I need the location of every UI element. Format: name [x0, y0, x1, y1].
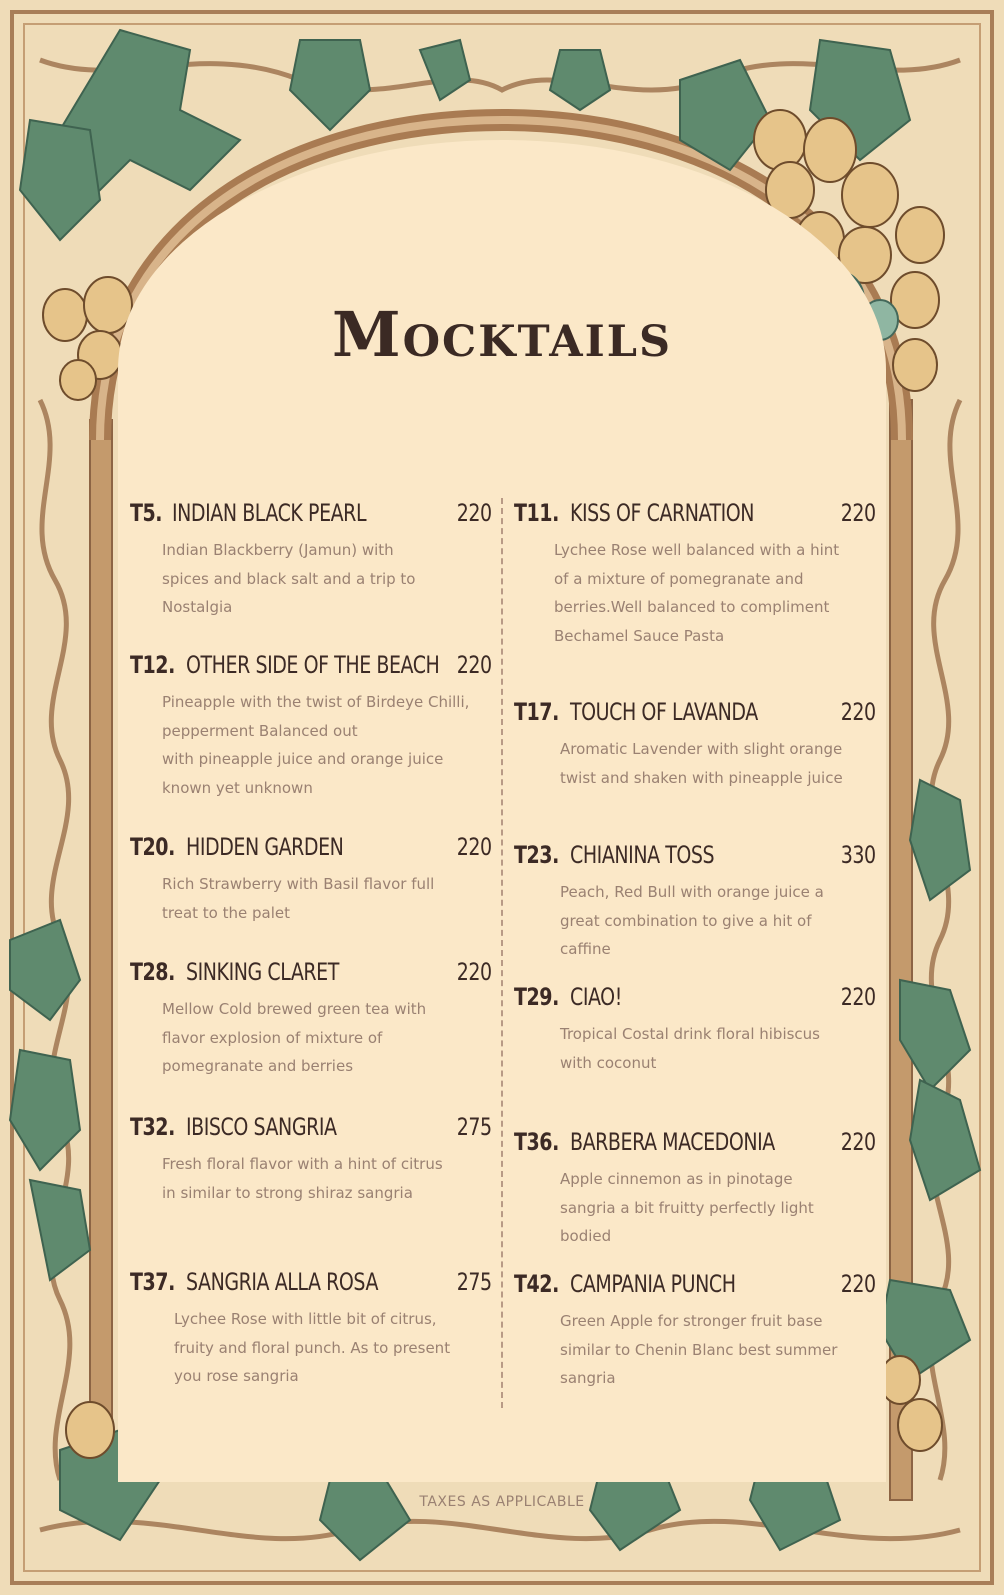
item-name: TOUCH OF LAVANDA: [570, 698, 758, 726]
item-name: IBISCO SANGRIA: [186, 1113, 337, 1141]
item-price: 220: [841, 1270, 876, 1298]
menu-item-t20: [130, 830, 492, 927]
item-description: Apple cinnemon as in pinotage sangria a bit fruitty perfectly light bodied: [560, 1170, 814, 1245]
item-code: T5.: [130, 499, 163, 527]
item-code: T32.: [130, 1113, 175, 1141]
taxes-note: TAXES AS APPLICABLE: [419, 1494, 585, 1510]
item-code: T37.: [130, 1268, 175, 1296]
menu-item-t29: [514, 980, 876, 1077]
menu-item-t5: [130, 496, 492, 622]
item-name: CHIANINA TOSS: [570, 841, 715, 869]
item-description: Lychee Rose well balanced with a hint of a mixture of pomegranate and berries.Well balanced to compliment Bechamel Sauce Pasta: [554, 541, 840, 645]
item-name: INDIAN BLACK PEARL: [171, 499, 366, 527]
item-price: 220: [457, 651, 492, 679]
item-price: 220: [841, 698, 876, 726]
item-price: 220: [457, 958, 492, 986]
item-name: CAMPANIA PUNCH: [570, 1270, 736, 1298]
menu-item-t42: [514, 1267, 876, 1393]
item-description: Peach, Red Bull with orange juice a great combination to give a hit of caffine: [560, 883, 824, 958]
item-description: Aromatic Lavender with slight orange twist and shaken with pineapple juice: [560, 740, 843, 787]
item-price: 220: [841, 1128, 876, 1156]
item-description: Green Apple for stronger fruit base similar to Chenin Blanc best summer sangria: [560, 1312, 838, 1387]
menu-item-t23: [514, 838, 876, 964]
page-title: Mocktails: [331, 298, 673, 371]
menu-item-t32: [130, 1110, 492, 1207]
menu-item-t12: [130, 648, 492, 802]
item-price: 220: [841, 499, 876, 527]
item-code: T28.: [130, 958, 175, 986]
item-price: 275: [457, 1113, 492, 1141]
item-name: SANGRIA ALLA ROSA: [186, 1268, 379, 1296]
item-name: HIDDEN GARDEN: [186, 833, 344, 861]
item-code: T36.: [514, 1128, 559, 1156]
item-price: 220: [457, 499, 492, 527]
item-code: T11.: [514, 499, 559, 527]
item-description: Lychee Rose with little bit of citrus, fruity and floral punch. As to present you rose sangria: [174, 1310, 451, 1385]
menu-item-t37: [130, 1265, 492, 1391]
menu-item-t36: [514, 1125, 876, 1251]
item-code: T42.: [514, 1270, 559, 1298]
item-code: T20.: [130, 833, 175, 861]
item-code: T29.: [514, 983, 559, 1011]
item-price: 275: [457, 1268, 492, 1296]
item-name: BARBERA MACEDONIA: [570, 1128, 775, 1156]
item-price: 220: [457, 833, 492, 861]
item-code: T17.: [514, 698, 559, 726]
item-name: KISS OF CARNATION: [570, 499, 755, 527]
menu-item-t28: [130, 955, 492, 1081]
item-price: 220: [841, 983, 876, 1011]
item-description: Pineapple with the twist of Birdeye Chilli, pepperment Balanced out with pineapple juice and orange juice known yet unknown: [162, 693, 470, 797]
item-name: OTHER SIDE OF THE BEACH: [186, 651, 440, 679]
menu-item-t11: [514, 496, 876, 650]
item-description: Fresh floral flavor with a hint of citrus in similar to strong shiraz sangria: [162, 1155, 443, 1202]
item-code: T12.: [130, 651, 175, 679]
menu-item-t17: [514, 695, 876, 792]
column-divider: [501, 498, 503, 1408]
item-description: Indian Blackberry (Jamun) with spices and black salt and a trip to Nostalgia: [162, 541, 416, 616]
item-name: SINKING CLARET: [186, 958, 339, 986]
item-code: T23.: [514, 841, 559, 869]
item-description: Rich Strawberry with Basil flavor full treat to the palet: [162, 875, 435, 922]
item-price: 330: [841, 841, 876, 869]
item-name: CIAO!: [570, 983, 622, 1011]
item-description: Mellow Cold brewed green tea with flavor explosion of mixture of pomegranate and berries: [162, 1000, 427, 1075]
item-description: Tropical Costal drink floral hibiscus with coconut: [560, 1025, 820, 1072]
